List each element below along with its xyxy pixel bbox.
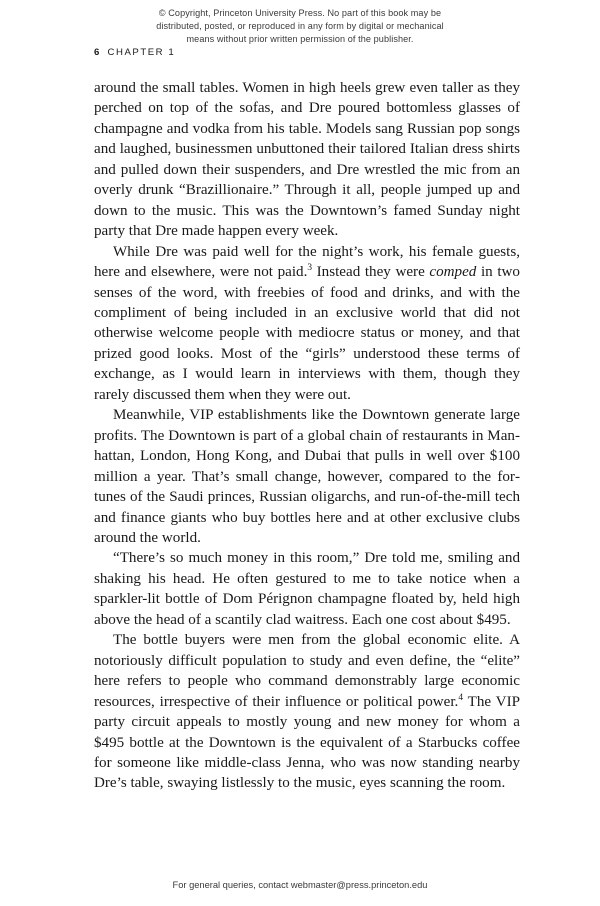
body-text-column [94, 78, 520, 794]
body-paragraph: around the small tables. Women in high heels grew even taller as they perched on top of the sofas, and Dre poured bottomless glasses of champagne and vodka from his table. Models sang Russian pop songs and laughed, businessmen unbuttoned their tailored Italian dress shirts and pulled down their suspenders, and Dre wrestled the mic from an overly drunk “Brazillionaire.” Through it all, people jumped up and down to the music. This was the Downtown’s famed Sunday night party that Dre made happen every week. [94, 80, 520, 240]
body-paragraph: While Dre was paid well for the night’s work, his female guests, here and elsewhere, were not paid.$^3$ Instead they were comped in two senses of the word, with freebies of food and drinks, and with the compliment of being included in an exclusive world that did not otherwise welcome people with mediocre status or money, and that prized good looks. Most of the “girls” understood these terms of exchange, as I would learn in interviews with them, though they rarely discussed them when they were out. [94, 243, 520, 403]
copyright-notice [0, 7, 600, 47]
copyright-line-2: distributed, posted, or reproduced in any form by digital or mechanical [156, 21, 444, 32]
page-footer: For general queries, contact webmaster@press.princeton.edu [172, 880, 428, 890]
copyright-line-1: © Copyright, Princeton University Press. No part of this book may be [158, 8, 442, 18]
copyright-line-3: means without prior written permission of the publisher. [186, 34, 414, 45]
body-paragraph: “There’s so much money in this room,” Dre told me, smiling and shaking his head. He often gestured to me to take notice when a sparkler-lit bottle of Dom Pérignon champagne floated by, held high above the head of a scantily clad waitress. Each one cost about $495. [94, 550, 520, 628]
running-head [94, 47, 175, 58]
body-paragraph: Meanwhile, VIP establishments like the Downtown generate large profits. The Downtown is part of a global chain of restaurants in Manhattan, London, Hong Kong, and Dubai that pulls in well over $100 million a year. That’s small change, however, compared to the fortunes of the Saudi princes, Russian oligarchs, and run-of-the-mill tech and finance giants who buy bottles here and at other exclusive clubs around the world. [94, 407, 520, 546]
page-number: 6 [94, 47, 100, 58]
body-paragraph: The bottle buyers were men from the global economic elite. A notoriously difficult population to study and even define, the “elite” here refers to people who command demonstrably large economic resources, irrespective of their influence or political power.$^4$ The VIP party circuit appeals to mostly young and new money for whom a $495 bottle at the Downtown is the equivalent of a Starbucks coffee for someone like middle-class Jenna, who was now standing nearby Dre’s table, swaying listlessly to the music, eyes scanning the room. [94, 632, 520, 792]
chapter-label: CHAPTER 1 [107, 47, 176, 58]
